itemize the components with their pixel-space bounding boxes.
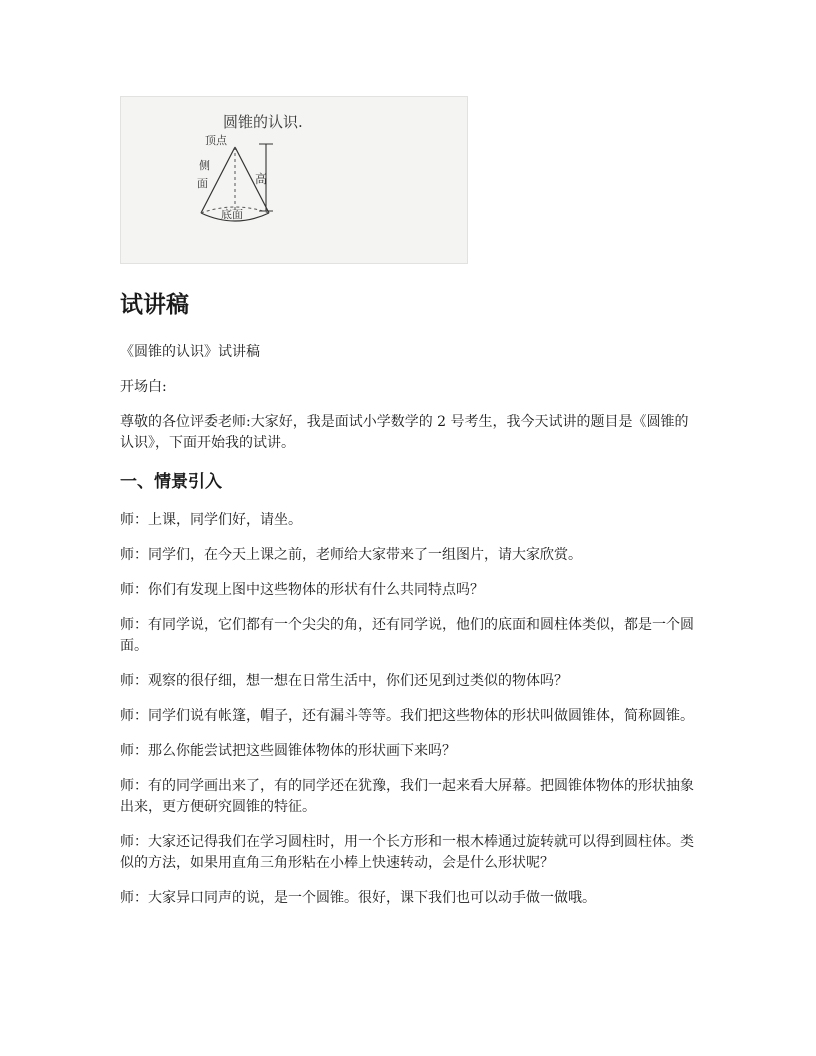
paragraph: 师：上课，同学们好，请坐。 xyxy=(120,512,302,528)
opening-label: 开场白: xyxy=(120,379,167,395)
opening-text: 尊敬的各位评委老师:大家好，我是面试小学数学的 2 号考生，我今天试讲的题目是《圆锥的认识》，下面开始我的试讲。 xyxy=(120,414,689,451)
paragraph: 师：你们有发现上图中这些物体的形状有什么共同特点吗？ xyxy=(120,582,484,598)
paragraph: 师：大家异口同声的说，是一个圆锥。很好，课下我们也可以动手做一做哦。 xyxy=(120,890,596,906)
cone-sketch xyxy=(121,97,467,263)
paragraph: 师：观察的很仔细，想一想在日常生活中，你们还见到过类似的物体吗？ xyxy=(120,673,568,689)
side-label-2: 面 xyxy=(197,177,208,190)
section-heading-1: 一、情景引入 xyxy=(120,472,222,492)
height-label: 高 xyxy=(255,172,268,186)
paragraph: 师：大家还记得我们在学习圆柱时，用一个长方形和一根木棒通过旋转就可以得到圆柱体。类似的方法，如果用直角三角形粘在小棒上快速转动，会是什么形状呢？ xyxy=(120,834,694,871)
base-label: 底面 xyxy=(221,208,243,221)
apex-label: 顶点 xyxy=(205,134,227,147)
paragraph: 师：那么你能尝试把这些圆锥体物体的形状画下来吗？ xyxy=(120,743,456,759)
document-page xyxy=(120,96,696,909)
diagram-title: 圆锥的认识. xyxy=(223,113,303,131)
paragraph: 师：同学们，在今天上课之前，老师给大家带来了一组图片，请大家欣赏。 xyxy=(120,547,582,563)
document-title: 《圆锥的认识》试讲稿 xyxy=(120,344,260,360)
cone-diagram-image xyxy=(120,96,468,264)
side-label-1: 侧 xyxy=(199,159,210,172)
page-heading: 试讲稿 xyxy=(120,292,189,318)
paragraph: 师：同学们说有帐篷，帽子，还有漏斗等等。我们把这些物体的形状叫做圆锥体，简称圆锥。 xyxy=(120,708,694,724)
paragraph: 师：有的同学画出来了，有的同学还在犹豫，我们一起来看大屏幕。把圆锥体物体的形状抽象出来，更方便研究圆锥的特征。 xyxy=(120,778,694,815)
paragraph: 师：有同学说，它们都有一个尖尖的角，还有同学说，他们的底面和圆柱体类似，都是一个圆面。 xyxy=(120,617,694,654)
